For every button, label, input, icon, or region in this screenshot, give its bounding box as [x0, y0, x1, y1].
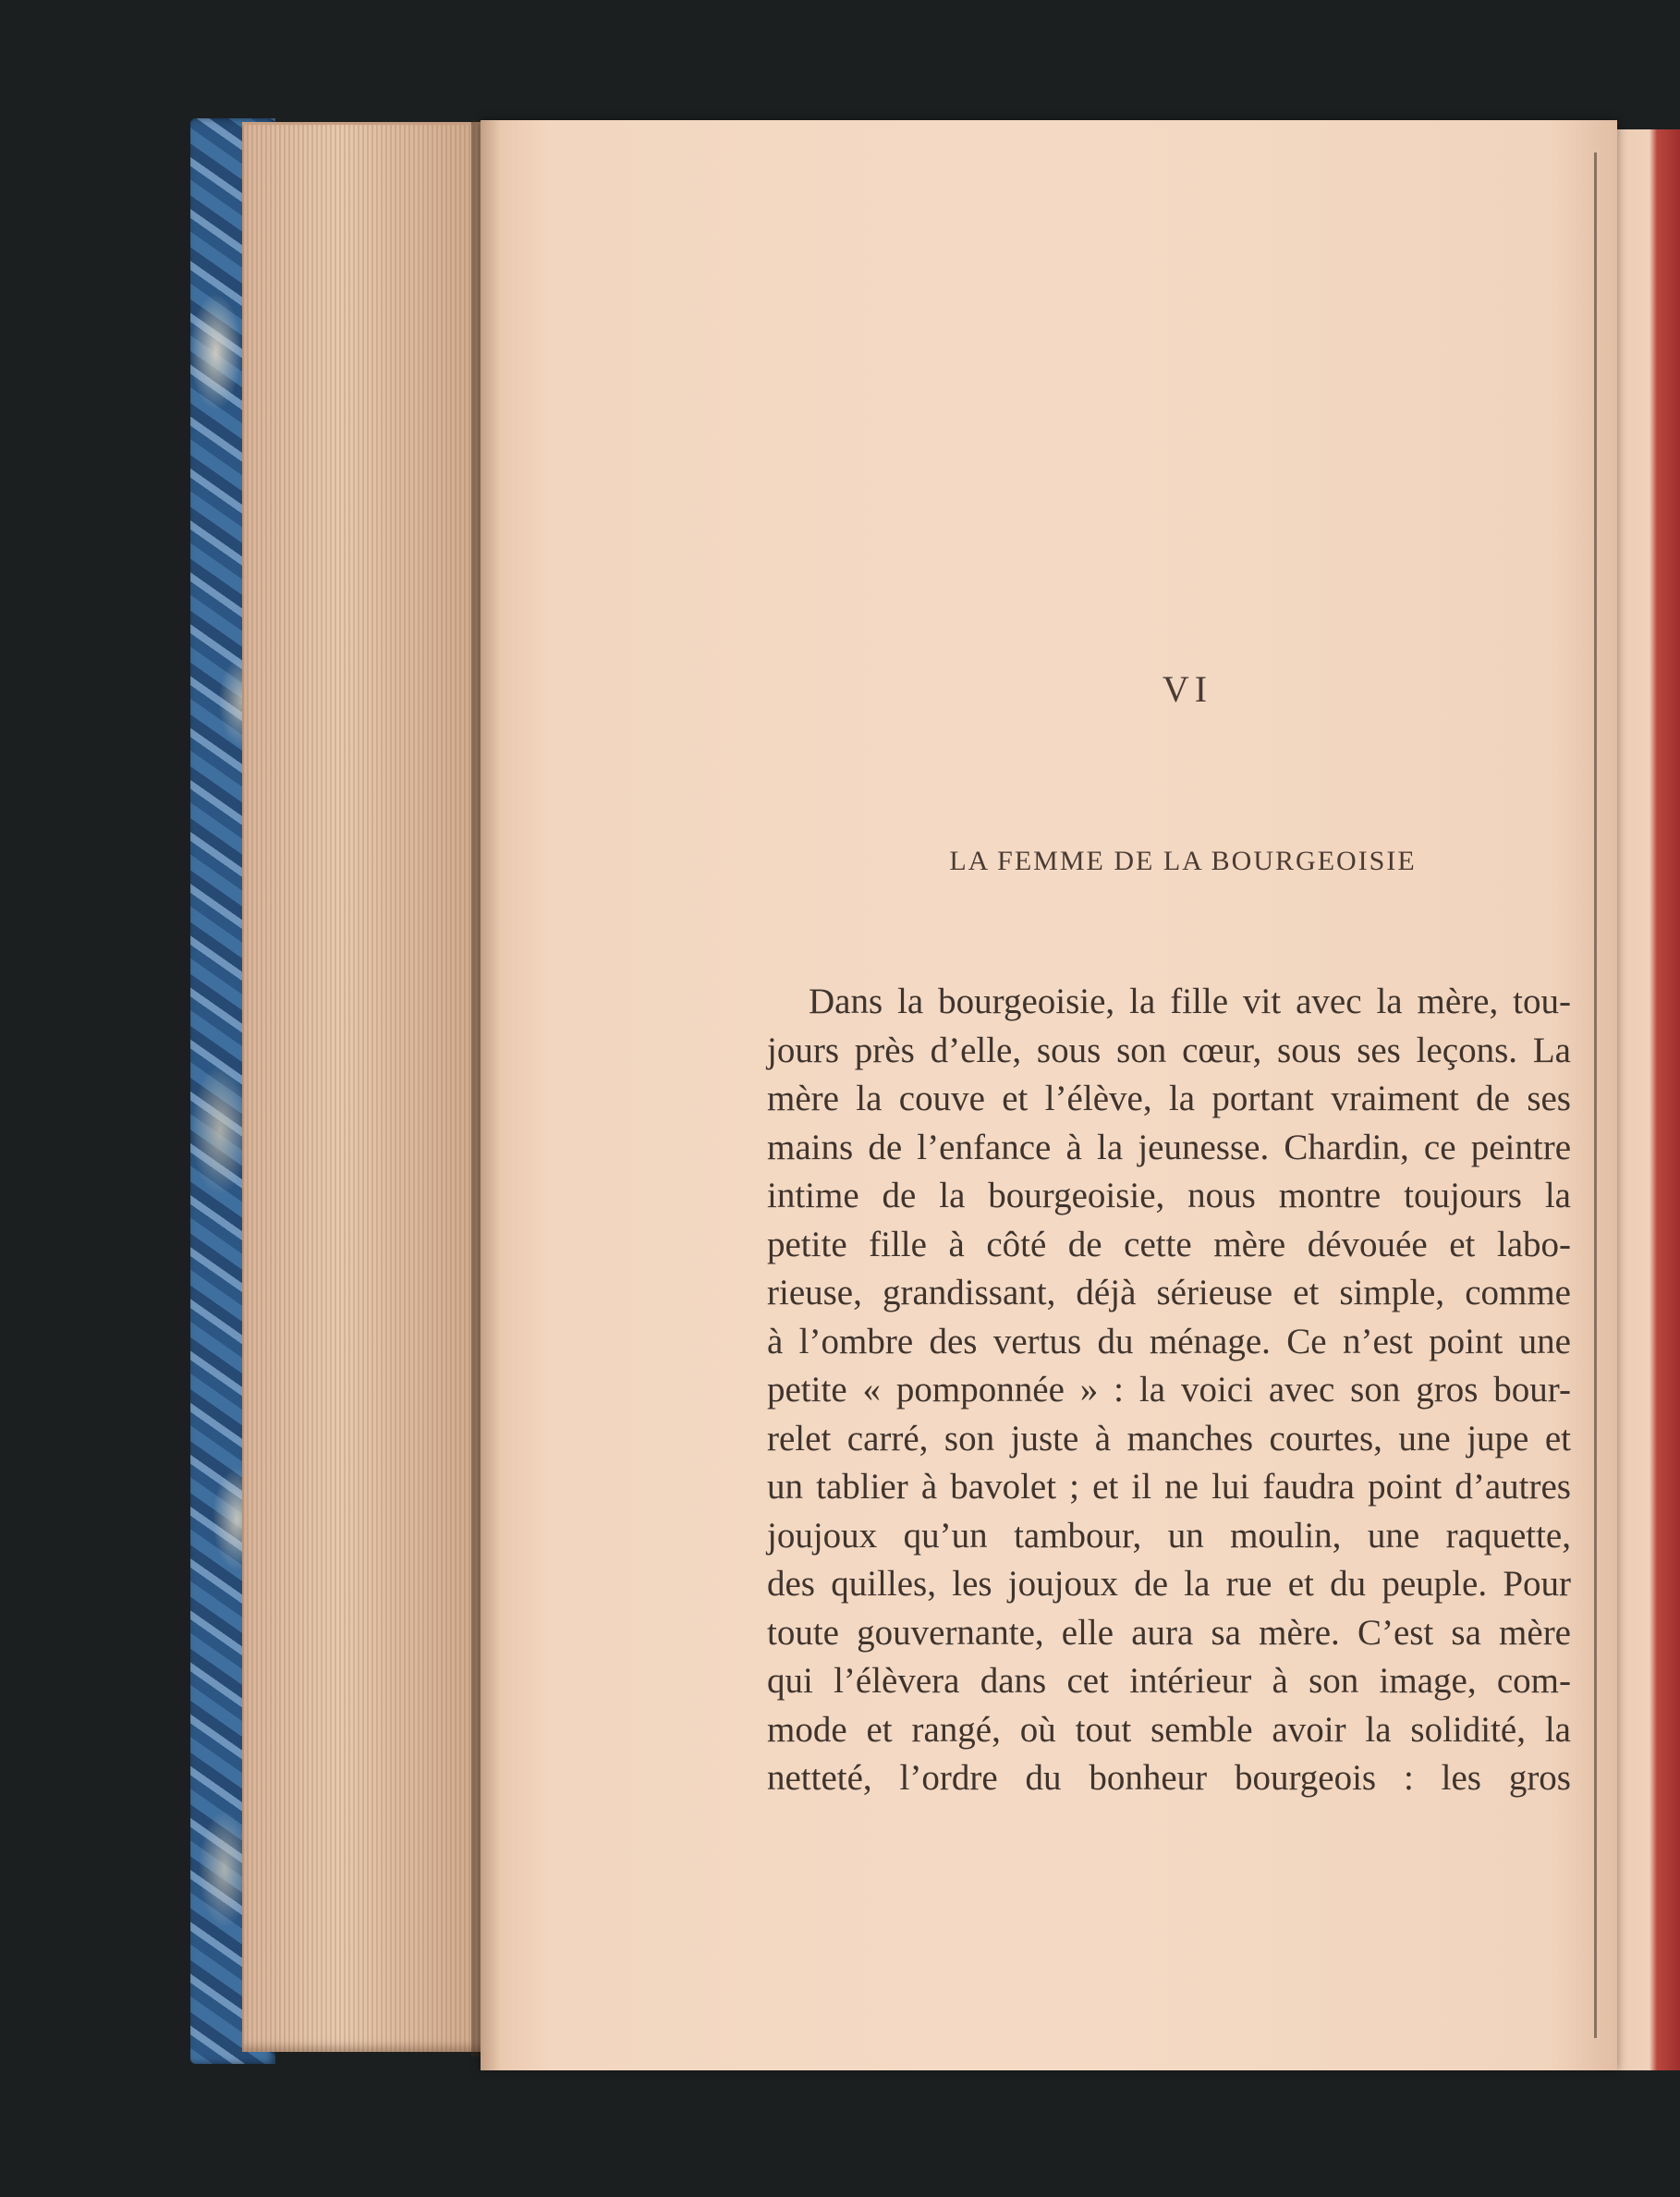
text-line: mère la couve et l’élève, la portant vraiment de ses — [767, 1079, 1571, 1118]
body-paragraph — [767, 978, 1571, 1803]
page-edges-stack — [242, 122, 484, 2052]
text-line: petite fille à côté de cette mère dévouée et labo- — [767, 1224, 1571, 1264]
text-line: relet carré, son juste à manches courtes, une jupe et — [767, 1418, 1571, 1459]
text-line: à l’ombre des vertus du ménage. Ce n’est point une — [767, 1321, 1571, 1361]
text-line: toute gouvernante, elle aura sa mère. C’est sa mère — [767, 1612, 1571, 1653]
text-line: intime de la bourgeoisie, nous montre toujours la — [767, 1176, 1571, 1215]
page-gutter-line — [1594, 153, 1597, 2038]
text-line: petite « pomponnée » : la voici avec son gros bour- — [767, 1370, 1571, 1410]
text-line: Dans la bourgeoisie, la fille vit avec la mère, tou- — [809, 982, 1571, 1021]
chapter-number: VI — [1162, 668, 1213, 710]
chapter-title: LA FEMME DE LA BOURGEOISIE — [949, 846, 1417, 876]
text-line: jours près d’elle, sous son cœur, sous ses leçons. La — [767, 1030, 1571, 1070]
text-line: des quilles, les joujoux de la rue et du peuple. Pour — [767, 1564, 1571, 1604]
text-line: mode et rangé, où tout semble avoir la solidité, la — [767, 1709, 1571, 1750]
text-line: un tablier à bavolet ; et il ne lui faudra point d’autres — [767, 1467, 1571, 1507]
text-line: netteté, l’ordre du bonheur bourgeois : les gros — [767, 1758, 1571, 1798]
text-line: qui l’élèvera dans cet intérieur à son image, com- — [767, 1661, 1571, 1701]
text-line: mains de l’enfance à la jeunesse. Chardin, ce peintre — [767, 1127, 1571, 1167]
text-line: joujoux qu’un tambour, un moulin, une raquette, — [767, 1515, 1571, 1556]
text-line: rieuse, grandissant, déjà sérieuse et simple, comme — [767, 1273, 1571, 1312]
